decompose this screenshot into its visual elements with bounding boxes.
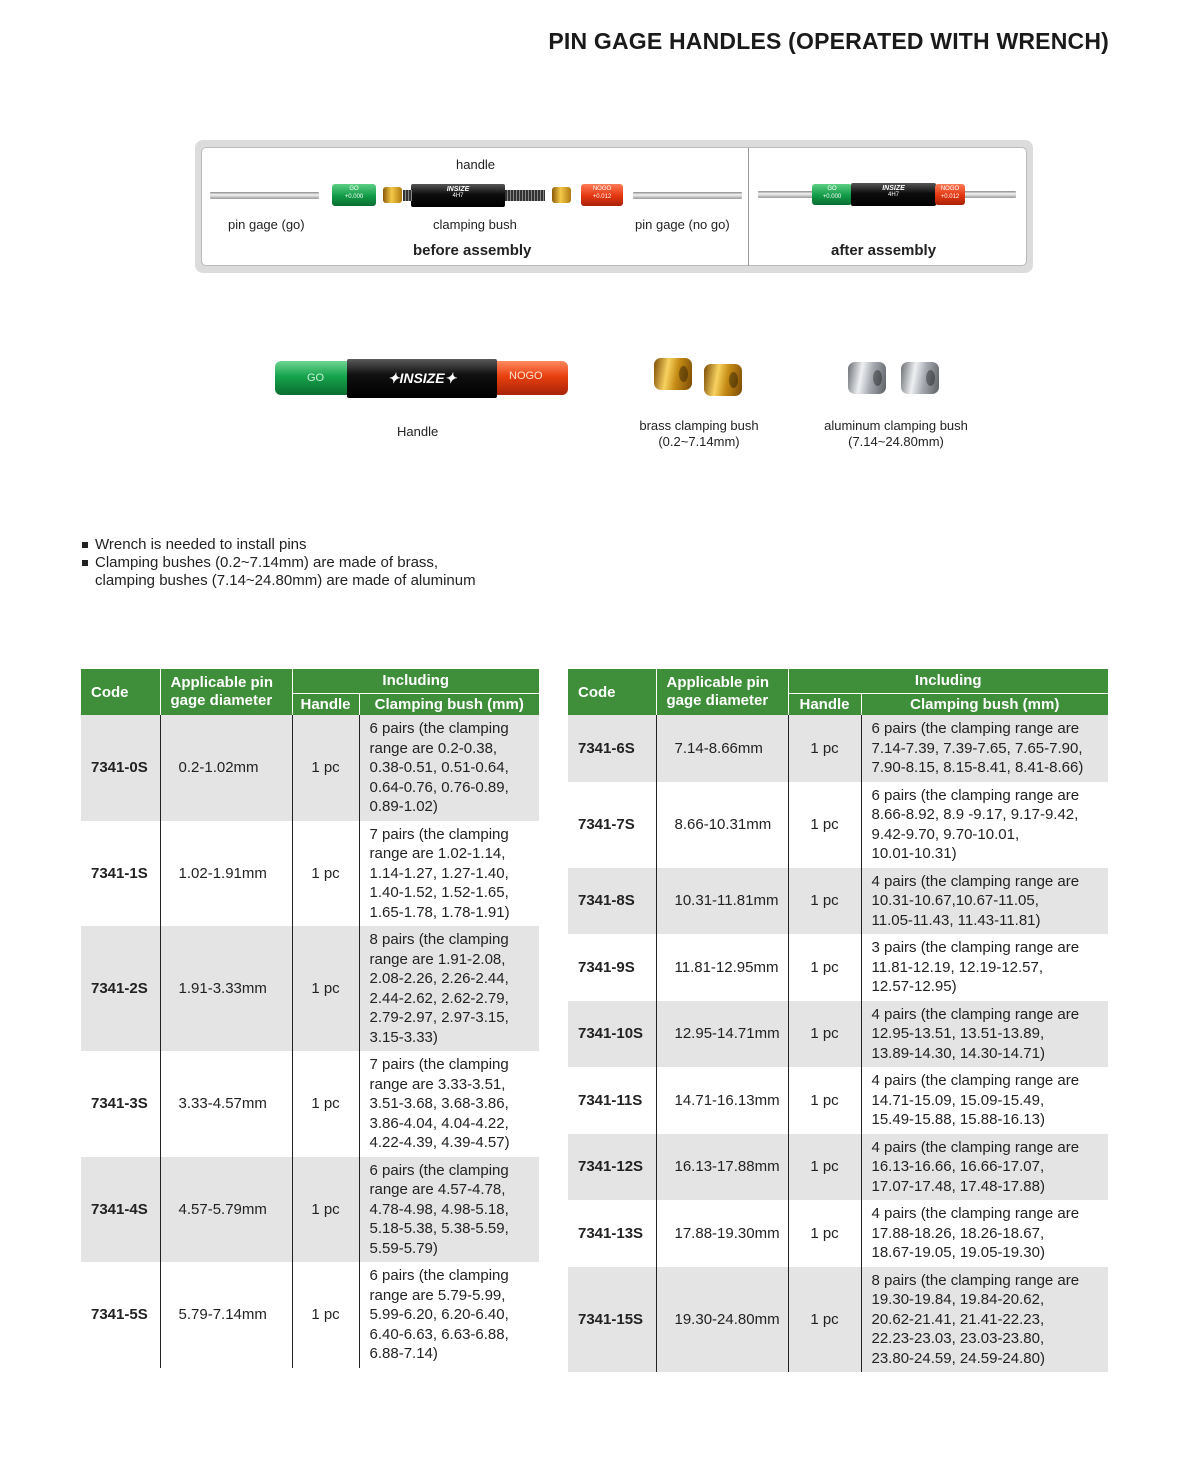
clamping-bush-line: 16.13-16.66, 16.66-17.07, [871, 1158, 1045, 1175]
aluminum-bush-image-1 [848, 362, 886, 394]
cell-code: 7341-4S [81, 1157, 160, 1263]
clamping-bush-line: 12.95-13.51, 13.51-13.89, [871, 1025, 1045, 1042]
cell-diameter: 12.95-14.71mm [656, 1001, 788, 1068]
clamping-bush-line: range are 0.2-0.38, [369, 739, 498, 757]
handle-go-end: GO [275, 361, 350, 395]
notes-list [82, 536, 476, 590]
clamping-bush-line: 1.65-1.78, 1.78-1.91) [369, 903, 510, 921]
table-row [81, 1262, 539, 1368]
table-row [568, 1134, 1108, 1201]
cell-clamping-bush [861, 782, 1108, 868]
clamping-bush-line: 3.86-4.04, 4.04-4.22, [369, 1114, 509, 1132]
cell-diameter: 4.57-5.79mm [160, 1157, 292, 1263]
clamping-bush-line: 3.51-3.68, 3.68-3.86, [369, 1095, 509, 1112]
clamping-bush-line: 19.30-19.84, 19.84-20.62, [871, 1291, 1045, 1308]
handle-nogo-text: NOGO [509, 370, 543, 382]
clamping-bush-line: range are 5.79-5.99, [369, 1286, 506, 1304]
go-cap-image [332, 184, 376, 206]
bullet-icon [82, 560, 88, 566]
clamping-bush-line: 12.57-12.95) [871, 978, 957, 995]
clamping-bush-line: 4 pairs (the clamping range are [871, 1138, 1080, 1156]
assembled-nogo-tol: +0.012 [940, 193, 960, 200]
header-including: Including [788, 669, 1108, 693]
table-row [568, 934, 1108, 1001]
cell-handle: 1 pc [788, 1134, 861, 1201]
cell-handle: 1 pc [788, 868, 861, 935]
handle-caption: Handle [397, 424, 439, 439]
table-row [81, 926, 539, 1051]
handle-nogo-end [495, 361, 568, 395]
table-row [81, 1051, 539, 1157]
cell-clamping-bush [861, 1200, 1108, 1267]
clamping-bush-line: 14.71-15.09, 15.09-15.49, [871, 1091, 1045, 1109]
cell-diameter: 10.31-11.81mm [656, 868, 788, 935]
cell-diameter: 7.14-8.66mm [656, 715, 788, 782]
spec-table-left [81, 669, 539, 1368]
handle-body-image [411, 184, 505, 207]
cell-code: 7341-10S [568, 1001, 656, 1068]
cell-handle: 1 pc [788, 1067, 861, 1134]
cell-handle: 1 pc [292, 1157, 359, 1263]
aluminum-bush-image-2 [901, 362, 939, 394]
cell-clamping-bush [359, 715, 539, 821]
cell-code: 7341-2S [81, 926, 160, 1051]
cell-code: 7341-11S [568, 1067, 656, 1134]
clamping-bush-line: 0.89-1.02) [369, 798, 438, 815]
label-pin-gage-go: pin gage (go) [228, 217, 305, 232]
cell-code: 7341-6S [568, 715, 656, 782]
label-pin-gage-nogo: pin gage (no go) [635, 217, 730, 232]
cell-handle: 1 pc [788, 1267, 861, 1373]
clamping-bush-line: 0.64-0.76, 0.76-0.89, [369, 778, 509, 796]
cell-code: 7341-15S [568, 1267, 656, 1373]
brass-bush-right-image [552, 187, 571, 203]
cell-clamping-bush [861, 1267, 1108, 1373]
clamping-bush-line: 8.66-8.92, 8.9 -9.17, 9.17-9.42, [871, 806, 1079, 823]
cell-diameter: 11.81-12.95mm [656, 934, 788, 1001]
aluminum-caption [816, 418, 976, 450]
table-row [568, 1200, 1108, 1267]
clamping-bush-line: 5.59-5.79) [369, 1239, 438, 1257]
clamping-bush-line: 17.07-17.48, 17.48-17.88) [871, 1177, 1045, 1195]
cell-code: 7341-13S [568, 1200, 656, 1267]
aluminum-caption-title: aluminum clamping bush [824, 418, 968, 433]
brass-bush-image-2 [704, 364, 742, 396]
table-row [568, 1267, 1108, 1373]
clamping-bush-line: range are 3.33-3.51, [369, 1075, 506, 1093]
cell-handle: 1 pc [292, 1051, 359, 1157]
header-diameter-line2: gage diameter [666, 692, 769, 709]
clamping-bush-line: 15.49-15.88, 15.88-16.13) [871, 1111, 1045, 1128]
clamping-bush-line: 7.90-8.15, 8.15-8.41, 8.41-8.66) [871, 759, 1084, 776]
note-text-continued: clamping bushes (7.14~24.80mm) are made of aluminum [95, 572, 476, 589]
cell-clamping-bush [861, 934, 1108, 1001]
clamping-bush-line: 4 pairs (the clamping range are [871, 1205, 1080, 1222]
bullet-icon [82, 542, 88, 548]
clamping-bush-line: 4 pairs (the clamping range are [871, 1072, 1080, 1089]
assembly-divider [748, 148, 749, 266]
note-item [82, 554, 476, 572]
clamping-bush-line: 1.40-1.52, 1.52-1.65, [369, 884, 509, 901]
assembled-nogo-text: NOGO [940, 186, 960, 192]
table-row [568, 782, 1108, 868]
cell-code: 7341-0S [81, 715, 160, 821]
nogo-tol-text: +0.012 [592, 193, 612, 200]
cell-code: 7341-3S [81, 1051, 160, 1157]
cell-diameter: 3.33-4.57mm [160, 1051, 292, 1157]
handle-image [275, 359, 568, 398]
clamping-bush-line: 4 pairs (the clamping range are [871, 1005, 1080, 1023]
cell-diameter: 19.30-24.80mm [656, 1267, 788, 1373]
handle-brand-text: INSIZE [399, 370, 445, 386]
clamping-bush-line: 7 pairs (the clamping [369, 825, 509, 843]
clamping-bush-line: 7.14-7.39, 7.39-7.65, 7.65-7.90, [871, 739, 1083, 757]
spec-table-right [568, 669, 1108, 1372]
cell-handle: 1 pc [788, 1200, 861, 1267]
cell-handle: 1 pc [292, 1262, 359, 1368]
go-cap-text: GO [349, 186, 359, 192]
thread-left-image [403, 190, 412, 201]
cell-diameter: 1.02-1.91mm [160, 821, 292, 927]
cell-clamping-bush [359, 1157, 539, 1263]
header-including: Including [292, 669, 539, 693]
pin-gage-nogo-image [633, 192, 742, 199]
table-row [81, 821, 539, 927]
header-handle: Handle [788, 693, 861, 715]
table-row [568, 715, 1108, 782]
cell-code: 7341-5S [81, 1262, 160, 1368]
clamping-bush-line: range are 1.02-1.14, [369, 845, 506, 862]
cell-clamping-bush [861, 715, 1108, 782]
cell-clamping-bush [359, 1262, 539, 1368]
clamping-bush-line: 11.05-11.43, 11.43-11.81) [871, 911, 1041, 929]
header-diameter [656, 669, 788, 715]
assembled-go-text: GO [827, 186, 837, 192]
note-text: Clamping bushes (0.2~7.14mm) are made of brass, [95, 554, 439, 571]
nogo-cap-text: NOGO [592, 186, 612, 192]
cell-diameter: 1.91-3.33mm [160, 926, 292, 1051]
clamping-bush-line: 4 pairs (the clamping range are [871, 872, 1080, 890]
cell-handle: 1 pc [788, 782, 861, 868]
brass-bush-image-1 [654, 358, 692, 390]
cell-handle: 1 pc [292, 926, 359, 1051]
clamping-bush-line: 13.89-14.30, 14.30-14.71) [871, 1044, 1045, 1062]
table-row [568, 1001, 1108, 1068]
header-code: Code [81, 669, 160, 715]
aluminum-caption-range: (7.14~24.80mm) [848, 434, 944, 449]
clamping-bush-line: 3.15-3.33) [369, 1028, 438, 1046]
cell-clamping-bush [359, 1051, 539, 1157]
clamping-bush-line: 1.14-1.27, 1.27-1.40, [369, 864, 509, 882]
cell-code: 7341-7S [568, 782, 656, 868]
assembled-go-tol: +0.000 [822, 193, 842, 200]
header-clamping-bush: Clamping bush (mm) [359, 693, 539, 715]
brass-caption-range: (0.2~7.14mm) [658, 434, 740, 449]
clamping-bush-line: 11.81-12.19, 12.19-12.57, [871, 958, 1044, 976]
header-diameter-line1: Applicable pin [170, 674, 274, 691]
assembled-body-image [851, 183, 936, 206]
assembled-body-mark: 4H7 [887, 192, 899, 198]
cell-code: 7341-9S [568, 934, 656, 1001]
clamping-bush-line: 2.08-2.26, 2.26-2.44, [369, 970, 509, 987]
header-diameter [160, 669, 292, 715]
clamping-bush-line: 20.62-21.41, 21.41-22.23, [871, 1310, 1045, 1328]
clamping-bush-line: 6 pairs (the clamping range are [871, 720, 1080, 737]
table-row [568, 868, 1108, 935]
cell-clamping-bush [861, 1067, 1108, 1134]
cell-diameter: 14.71-16.13mm [656, 1067, 788, 1134]
assembled-brand-text: INSIZE [882, 185, 905, 192]
clamping-bush-line: 6 pairs (the clamping [369, 720, 509, 737]
clamping-bush-line: 3 pairs (the clamping range are [871, 939, 1080, 956]
cell-handle: 1 pc [788, 1001, 861, 1068]
clamping-bush-line: range are 4.57-4.78, [369, 1181, 506, 1198]
cell-diameter: 8.66-10.31mm [656, 782, 788, 868]
handle-body: ✦INSIZE✦ [347, 359, 497, 398]
cell-handle: 1 pc [788, 715, 861, 782]
clamping-bush-line: 22.23-23.03, 23.03-23.80, [871, 1330, 1045, 1347]
label-after-assembly: after assembly [831, 242, 937, 259]
clamping-bush-line: 10.01-10.31) [871, 845, 957, 862]
cell-handle: 1 pc [788, 934, 861, 1001]
clamping-bush-line: 17.88-18.26, 18.26-18.67, [871, 1224, 1045, 1242]
clamping-bush-line: 5.99-6.20, 6.20-6.40, [369, 1306, 509, 1323]
thread-right-image [505, 190, 545, 201]
clamping-bush-line: 4.78-4.98, 4.98-5.18, [369, 1200, 509, 1218]
table-row [81, 715, 539, 821]
brass-caption-title: brass clamping bush [639, 418, 759, 433]
label-clamping-bush: clamping bush [433, 217, 517, 232]
clamping-bush-line: 8 pairs (the clamping [369, 931, 509, 948]
note-item [82, 536, 476, 554]
cell-code: 7341-1S [81, 821, 160, 927]
clamping-bush-line: 2.79-2.97, 2.97-3.15, [369, 1009, 509, 1026]
header-clamping-bush: Clamping bush (mm) [861, 693, 1108, 715]
clamping-bush-line: 6 pairs (the clamping [369, 1267, 509, 1284]
brass-caption [632, 418, 766, 450]
table-row [81, 1157, 539, 1263]
assembled-nogo-cap-image [935, 184, 965, 205]
header-diameter-line1: Applicable pin [666, 674, 770, 691]
cell-diameter: 16.13-17.88mm [656, 1134, 788, 1201]
cell-clamping-bush [861, 1134, 1108, 1201]
clamping-bush-line: 6.40-6.63, 6.63-6.88, [369, 1325, 509, 1343]
cell-clamping-bush [861, 868, 1108, 935]
note-text: Wrench is needed to install pins [95, 536, 307, 553]
clamping-bush-line: 8 pairs (the clamping range are [871, 1271, 1080, 1289]
cell-code: 7341-12S [568, 1134, 656, 1201]
clamping-bush-line: 0.38-0.51, 0.51-0.64, [369, 759, 509, 776]
clamping-bush-line: 5.18-5.38, 5.38-5.59, [369, 1220, 509, 1237]
brass-bush-left-image [383, 187, 402, 203]
cell-code: 7341-8S [568, 868, 656, 935]
page-title: PIN GAGE HANDLES (OPERATED WITH WRENCH) [548, 28, 1109, 54]
assembled-go-cap-image [812, 184, 852, 205]
table-row [568, 1067, 1108, 1134]
clamping-bush-line: 6.88-7.14) [369, 1345, 438, 1362]
assembly-body-mark: 4H7 [452, 193, 464, 199]
pin-gage-go-image [210, 192, 319, 199]
clamping-bush-line: 18.67-19.05, 19.05-19.30) [871, 1244, 1045, 1261]
clamping-bush-line: 23.80-24.59, 24.59-24.80) [871, 1349, 1045, 1367]
clamping-bush-line: 4.22-4.39, 4.39-4.57) [369, 1134, 510, 1151]
clamping-bush-line: 2.44-2.62, 2.62-2.79, [369, 989, 509, 1007]
cell-clamping-bush [359, 926, 539, 1051]
clamping-bush-line: 6 pairs (the clamping range are [871, 786, 1080, 804]
label-before-assembly: before assembly [413, 242, 532, 259]
assembly-diagram [195, 140, 1033, 273]
cell-diameter: 17.88-19.30mm [656, 1200, 788, 1267]
assembly-brand-text: INSIZE [446, 186, 470, 193]
cell-clamping-bush [861, 1001, 1108, 1068]
clamping-bush-line: 9.42-9.70, 9.70-10.01, [871, 825, 1020, 843]
go-tol-text: +0.000 [344, 193, 364, 200]
label-handle: handle [456, 157, 496, 172]
nogo-cap-image [581, 184, 623, 206]
cell-handle: 1 pc [292, 715, 359, 821]
header-handle: Handle [292, 693, 359, 715]
header-diameter-line2: gage diameter [170, 692, 273, 709]
clamping-bush-line: 10.31-10.67,10.67-11.05, [871, 892, 1039, 909]
clamping-bush-line: range are 1.91-2.08, [369, 950, 506, 968]
header-code: Code [568, 669, 656, 715]
cell-handle: 1 pc [292, 821, 359, 927]
cell-clamping-bush [359, 821, 539, 927]
clamping-bush-line: 7 pairs (the clamping [369, 1056, 509, 1073]
cell-diameter: 5.79-7.14mm [160, 1262, 292, 1368]
clamping-bush-line: 6 pairs (the clamping [369, 1161, 509, 1179]
cell-diameter: 0.2-1.02mm [160, 715, 292, 821]
